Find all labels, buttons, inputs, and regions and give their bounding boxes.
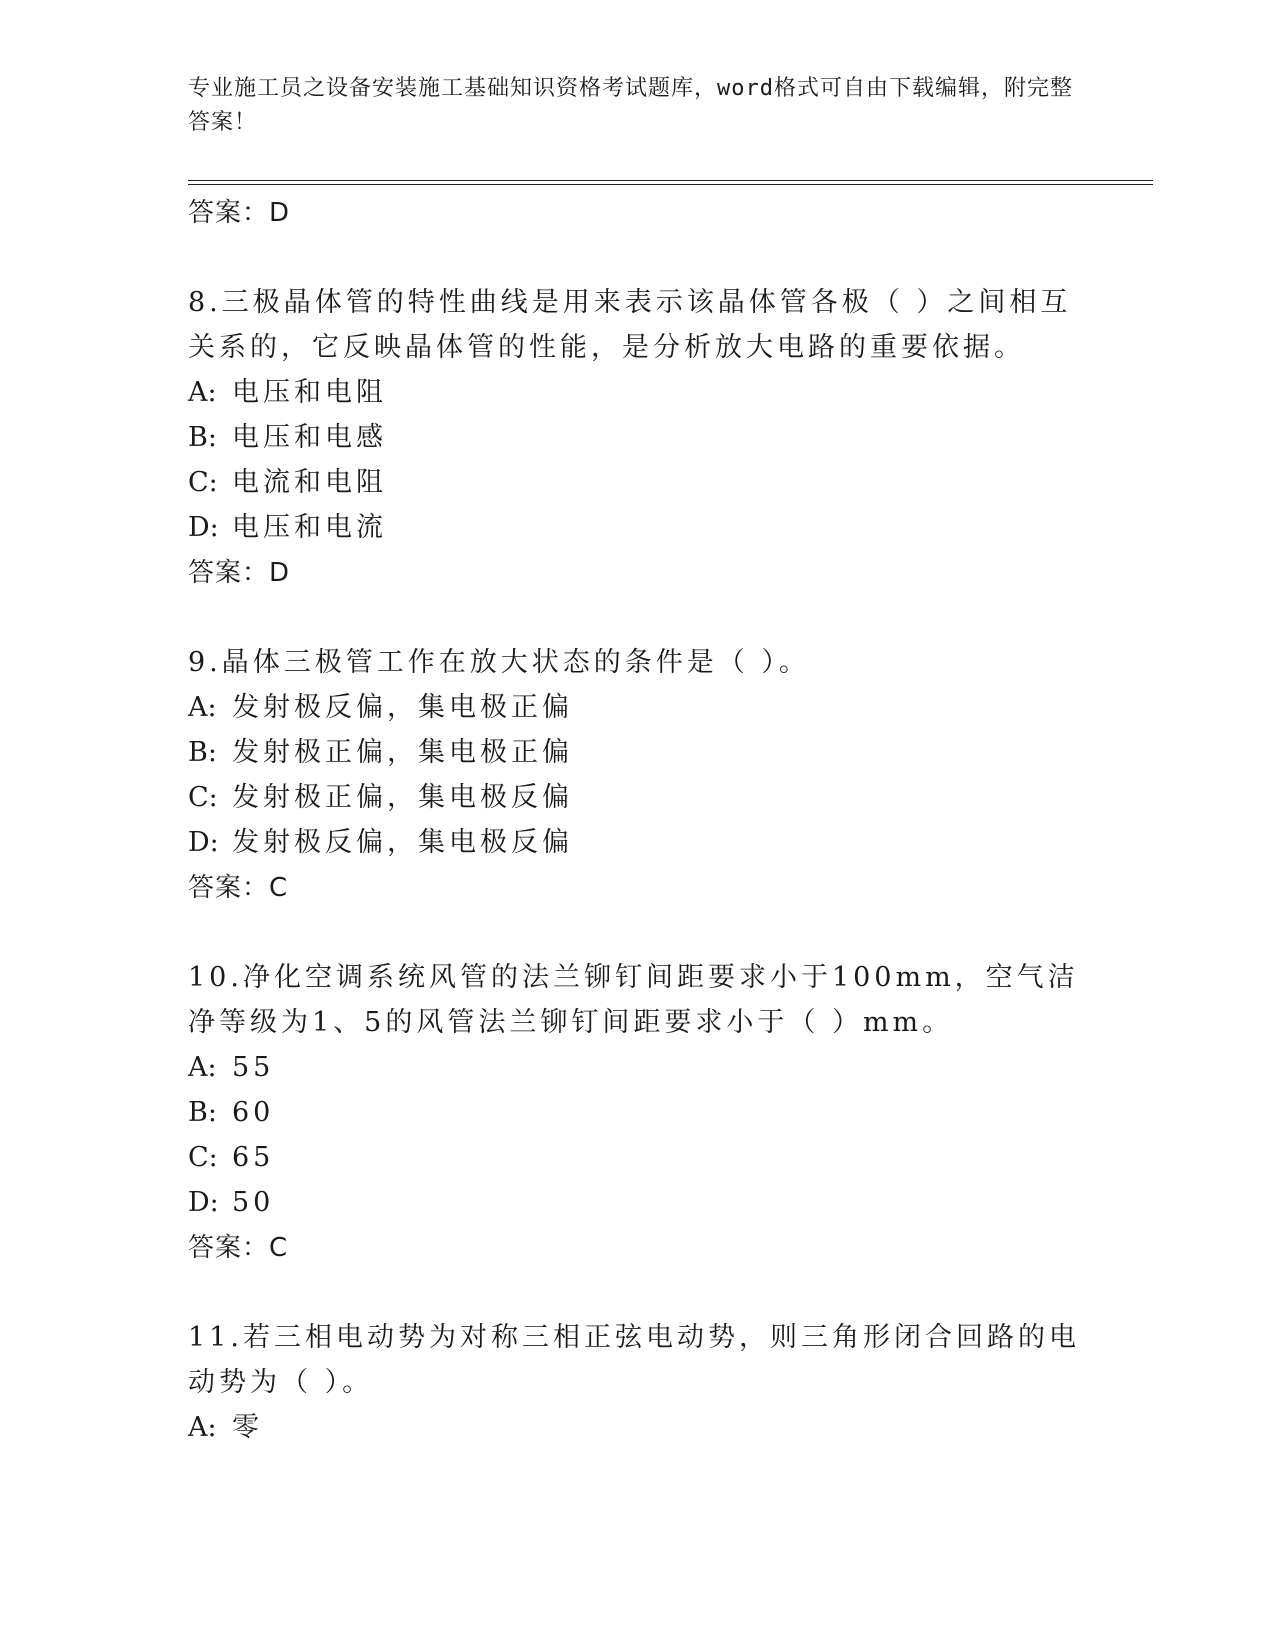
answer-label: 答案： [188,198,270,228]
question-gap [188,911,1088,955]
option-text: 电流和电阻 [232,467,387,498]
question-10 [188,955,1088,1271]
option-d [188,1180,1088,1225]
option-d [188,505,1088,550]
option-text: 发射极正偏，集电极反偏 [232,782,573,813]
answer-value: D [269,198,291,228]
option-text: 发射极反偏，集电极反偏 [232,827,573,858]
answer-line [188,865,1088,911]
option-key: C: [188,782,218,813]
answer-value: C [269,1233,289,1263]
option-text: 零 [232,1412,263,1443]
question-list [188,190,1088,1450]
answer-value: C [269,873,289,903]
option-c [188,775,1088,820]
question-gap [188,1271,1088,1315]
option-a [188,1405,1088,1450]
answer-label: 答案： [188,1233,270,1263]
option-text: 电压和电流 [232,512,387,543]
answer-value: D [269,558,291,588]
question-text: 9.晶体三极管工作在放大状态的条件是（ ）。 [188,647,810,678]
question-text: 8.三极晶体管的特性曲线是用来表示该晶体管各极（ ）之间相互关系的，它反映晶体管的性能，是分析放大电路的重要依据。 [188,287,1072,363]
option-c [188,1135,1088,1180]
option-key: A: [188,377,217,408]
option-key: B: [188,422,217,453]
option-text: 电压和电感 [232,422,387,453]
question-11 [188,1315,1088,1450]
option-a [188,685,1088,730]
answer-label: 答案： [188,558,270,588]
option-key: A: [188,1412,217,1443]
option-a [188,1045,1088,1090]
question-text: 11.若三相电动势为对称三相正弦电动势，则三角形闭合回路的电动势为（ ）。 [188,1322,1080,1398]
option-text: 发射极正偏，集电极正偏 [232,737,573,768]
option-b [188,415,1088,460]
option-key: C: [188,467,218,498]
option-text: 65 [232,1142,275,1173]
option-key: A: [188,692,217,723]
option-b [188,730,1088,775]
option-b [188,1090,1088,1135]
answer-label: 答案： [188,873,270,903]
header-divider [188,180,1153,185]
option-text: 发射极反偏，集电极正偏 [232,692,573,723]
option-text: 55 [232,1052,275,1083]
answer-line [188,190,1088,236]
option-key: C: [188,1142,218,1173]
option-text: 电压和电阻 [232,377,387,408]
option-key: D: [188,1187,219,1218]
option-key: A: [188,1052,217,1083]
option-d [188,820,1088,865]
answer-line [188,550,1088,596]
option-text: 50 [232,1187,275,1218]
option-a [188,370,1088,415]
answer-line [188,1225,1088,1271]
option-key: D: [188,512,219,543]
option-key: B: [188,1097,217,1128]
option-key: B: [188,737,217,768]
question-9 [188,640,1088,911]
option-key: D: [188,827,219,858]
option-text: 60 [232,1097,275,1128]
page-header-text: 专业施工员之设备安装施工基础知识资格考试题库，word格式可自由下载编辑，附完整答案！ [188,76,1073,135]
question-8 [188,280,1088,596]
question-gap [188,236,1088,280]
question-gap [188,596,1088,640]
option-c [188,460,1088,505]
question-text: 10.净化空调系统风管的法兰铆钉间距要求小于100mm，空气洁净等级为1、5的风管法兰铆钉间距要求小于（ ）mm。 [188,962,1079,1038]
